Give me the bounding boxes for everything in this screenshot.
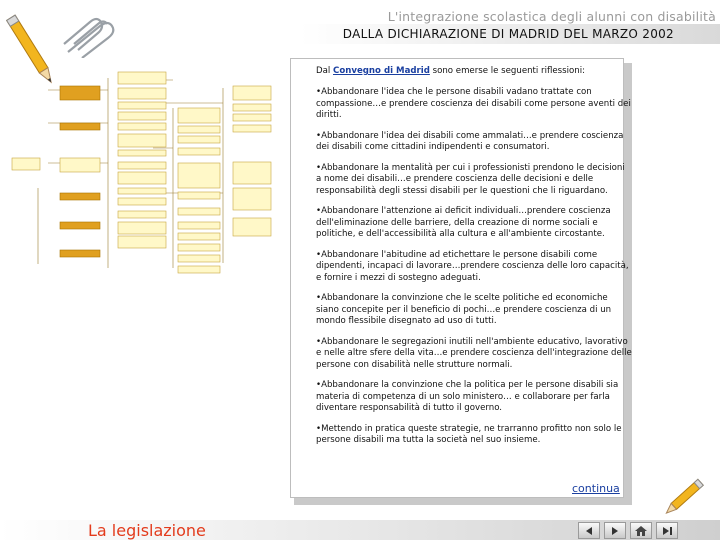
reflection-item: •Mettendo in pratica queste strategie, ne trarranno profitto non solo le persone disabili ma tutta la società nel suo insieme. xyxy=(316,423,622,446)
content-text xyxy=(316,66,632,456)
forward-icon xyxy=(609,526,621,536)
paper-clip-icon xyxy=(60,14,120,58)
home-button[interactable] xyxy=(630,522,652,539)
convegno-madrid-link[interactable]: Convegno di Madrid xyxy=(333,66,430,76)
back-button[interactable] xyxy=(578,522,600,539)
forward-button[interactable] xyxy=(604,522,626,539)
concept-map-illustration xyxy=(8,68,284,280)
reflection-item: •Abbandonare l'idea che le persone disabili vadano trattate con compassione…e prendere coscienza dei disabili come persone aventi dei diritti. xyxy=(316,87,631,120)
reflection-item: •Abbandonare la convinzione che le scelte politiche ed economiche siano concepite per il beneficio di pochi…e prendere coscienza di un mondo flessibile disegnato ad uso di tutti. xyxy=(316,293,612,327)
back-icon xyxy=(583,526,595,536)
page-title: L'integrazione scolastica degli alunni con disabilità xyxy=(387,9,716,24)
reflection-item: •Abbandonare l'abitudine ad etichettare le persone disabili come dipendenti, incapaci di lavorare…prendere coscienza delle loro capacità, e fornire i mezzi di sostegno adeguati. xyxy=(316,249,629,283)
intro-suffix: sono emerse le seguenti riflessioni: xyxy=(429,66,585,76)
section-label: La legislazione xyxy=(88,521,206,540)
page-subtitle: DALLA DICHIARAZIONE DI MADRID DEL MARZO 2002 xyxy=(342,27,674,41)
reflection-item: •Abbandonare l'idea dei disabili come ammalati…e prendere coscienza dei disabili come cittadini indipendenti e consumatori. xyxy=(316,130,624,153)
reflection-item: •Abbandonare la convinzione che la politica per le persone disabili sia materia di competenza di un solo ministero… e collaborare per farla diventare responsabilità di tutto il governo. xyxy=(316,380,619,413)
reflection-item: •Abbandonare le segregazioni inutili nell'ambiente educativo, lavorativo e nelle altre sfere della vita…e prendere coscienza dell'integrazione delle persone con disabilità nelle strutture normali. xyxy=(316,336,632,370)
pencil-icon xyxy=(654,478,710,520)
end-button[interactable] xyxy=(656,522,678,539)
intro-prefix: Dal xyxy=(316,66,334,76)
reflection-item: •Abbandonare l'attenzione ai deficit individuali…prendere coscienza dell'eliminazione delle barriere, della creazione di norme sociali e politiche, e dell'accessibilità alla cultura e all'ambiente circostante. xyxy=(316,206,611,240)
reflection-item: •Abbandonare la mentalità per cui i professionisti prendono le decisioni a nome dei disabili…e prendere coscienza delle decisioni e delle responsabilità degli stessi disabili per le questioni che li riguardano. xyxy=(316,162,625,196)
continue-link[interactable]: continua xyxy=(572,482,620,495)
end-icon xyxy=(661,526,673,536)
intro-paragraph xyxy=(316,66,632,77)
home-icon xyxy=(634,525,648,537)
